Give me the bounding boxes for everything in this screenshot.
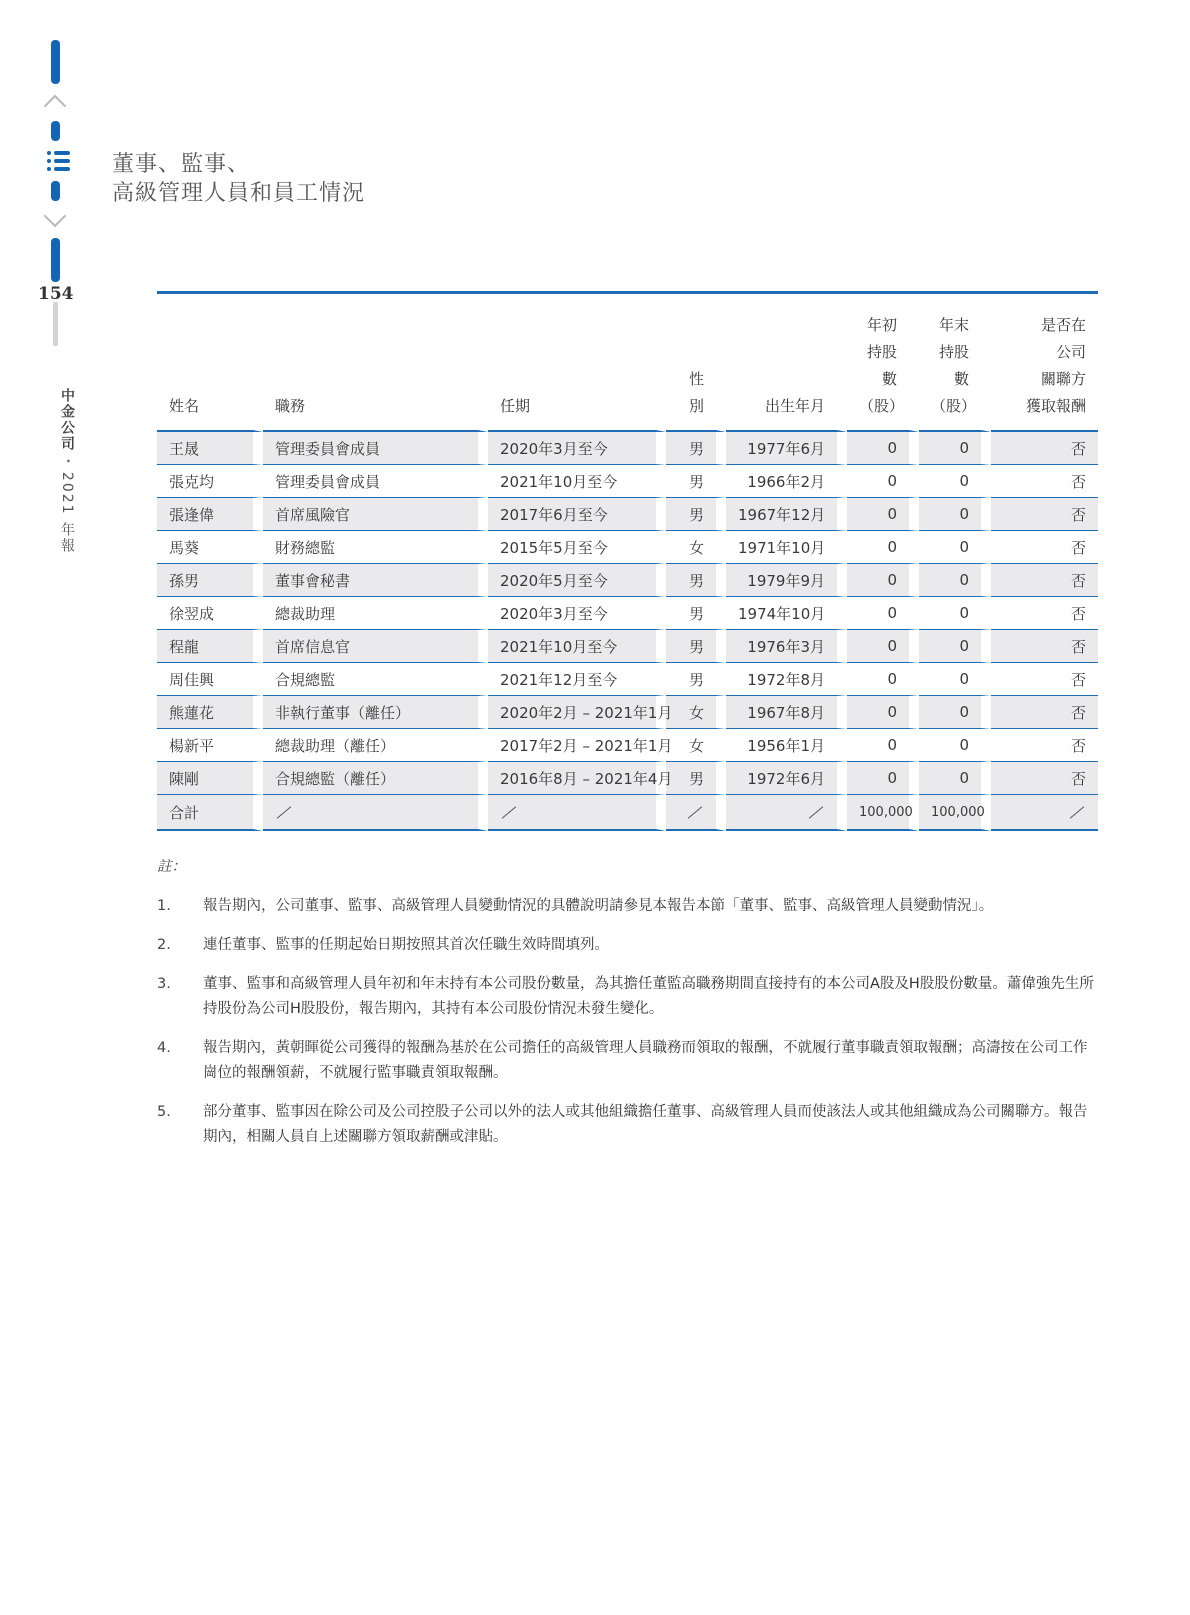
cell-related: 否 — [991, 597, 1098, 630]
note-text: 部分董事、監事因在除公司及公司控股子公司以外的法人或其他組織擔任董事、高級管理人員而使該法人或其他組織成為公司關聯方。報告期內，相關人員自上述關聯方領取薪酬或津貼。 — [203, 1104, 1088, 1145]
total-label: 合計 — [157, 795, 263, 831]
management-table — [157, 291, 1098, 831]
cell-term: 2020年3月至今 — [488, 432, 666, 465]
note-item — [157, 972, 1098, 1022]
cell-name: 張逢偉 — [157, 498, 263, 531]
cell-position: 管理委員會成員 — [263, 432, 488, 465]
cell-gender: 男 — [666, 564, 726, 597]
cell-gender: 男 — [666, 432, 726, 465]
table-row — [157, 432, 1098, 465]
cell-name: 楊新平 — [157, 729, 263, 762]
cell-position: 財務總監 — [263, 531, 488, 564]
cell-related: 否 — [991, 696, 1098, 729]
cell-birth: 1966年2月 — [726, 465, 847, 498]
cell-end: 0 — [919, 498, 991, 531]
table-row — [157, 729, 1098, 762]
nav-divider — [53, 302, 58, 346]
section-title — [112, 150, 365, 208]
cell-position: 首席風險官 — [263, 498, 488, 531]
header-term: 任期 — [488, 294, 666, 432]
cell-birth: 1972年6月 — [726, 762, 847, 795]
total-term-empty — [488, 795, 666, 831]
cell-position: 總裁助理（離任） — [263, 729, 488, 762]
cell-position: 非執行董事（離任） — [263, 696, 488, 729]
cell-position: 管理委員會成員 — [263, 465, 488, 498]
cell-related: 否 — [991, 729, 1098, 762]
note-item — [157, 933, 1098, 958]
header-start-shares: 年初 持股數 （股） — [847, 294, 919, 432]
table-row — [157, 498, 1098, 531]
notes-heading: 註： — [157, 859, 186, 875]
cell-related: 否 — [991, 762, 1098, 795]
cell-term: 2017年2月 – 2021年1月 — [488, 729, 666, 762]
section-title-line-1: 董事、監事、 — [112, 152, 251, 177]
cell-term: 2021年12月至今 — [488, 663, 666, 696]
note-item — [157, 1036, 1098, 1086]
note-number: 2. — [157, 937, 171, 953]
note-number: 4. — [157, 1040, 171, 1056]
total-related-empty — [991, 795, 1098, 831]
cell-birth: 1967年12月 — [726, 498, 847, 531]
cell-position: 董事會秘書 — [263, 564, 488, 597]
cell-term: 2020年2月 – 2021年1月 — [488, 696, 666, 729]
cell-name: 陳剛 — [157, 762, 263, 795]
note-item — [157, 1100, 1098, 1150]
nav-bar-bottom — [51, 238, 60, 282]
cell-start: 0 — [847, 432, 919, 465]
header-name: 姓名 — [157, 294, 263, 432]
note-text: 連任董事、監事的任期起始日期按照其首次任職生效時間填列。 — [203, 937, 609, 953]
cell-related: 否 — [991, 663, 1098, 696]
table-row — [157, 663, 1098, 696]
section-title-line-2: 高級管理人員和員工情況 — [112, 181, 366, 206]
cell-position: 總裁助理 — [263, 597, 488, 630]
cell-end: 0 — [919, 465, 991, 498]
cell-gender: 女 — [666, 531, 726, 564]
notes-list — [157, 894, 1098, 1150]
cell-gender: 男 — [666, 498, 726, 531]
report-label — [57, 388, 77, 554]
cell-start: 0 — [847, 465, 919, 498]
company-name: 中金公司 — [59, 388, 75, 452]
table-row — [157, 762, 1098, 795]
cell-name: 熊蓮花 — [157, 696, 263, 729]
total-birth-empty — [726, 795, 847, 831]
cell-related: 否 — [991, 564, 1098, 597]
header-end-shares: 年末 持股數 （股） — [919, 294, 991, 432]
cell-gender: 男 — [666, 597, 726, 630]
cell-end: 0 — [919, 564, 991, 597]
cell-gender: 男 — [666, 630, 726, 663]
note-text: 董事、監事和高級管理人員年初和年末持有本公司股份數量，為其擔任董監高職務期間直接持有的本公司A股及H股股份數量。蕭偉強先生所持股份為公司H股股份，報告期內，其持有本公司股份情況未發生變化。 — [203, 976, 1094, 1017]
cell-start: 0 — [847, 531, 919, 564]
note-item — [157, 894, 1098, 919]
table-row — [157, 465, 1098, 498]
page-number: 154 — [38, 284, 74, 304]
cell-name: 張克均 — [157, 465, 263, 498]
notes-section — [157, 855, 1098, 1164]
cell-end: 0 — [919, 696, 991, 729]
cell-position: 合規總監 — [263, 663, 488, 696]
cell-name: 程龍 — [157, 630, 263, 663]
note-number: 1. — [157, 898, 171, 914]
nav-bar-top — [51, 40, 60, 84]
cell-gender: 女 — [666, 729, 726, 762]
cell-end: 0 — [919, 630, 991, 663]
cell-term: 2020年5月至今 — [488, 564, 666, 597]
table-row — [157, 630, 1098, 663]
separator-dot: • — [62, 458, 73, 466]
table-total-row — [157, 795, 1098, 831]
cell-end: 0 — [919, 762, 991, 795]
cell-term: 2021年10月至今 — [488, 465, 666, 498]
total-gender-empty — [666, 795, 726, 831]
cell-start: 0 — [847, 498, 919, 531]
note-number: 3. — [157, 976, 171, 992]
table-row — [157, 564, 1098, 597]
cell-term: 2015年5月至今 — [488, 531, 666, 564]
cell-name: 周佳興 — [157, 663, 263, 696]
cell-name: 孫男 — [157, 564, 263, 597]
cell-position: 首席信息官 — [263, 630, 488, 663]
table-header-row — [157, 294, 1098, 432]
cell-end: 0 — [919, 531, 991, 564]
cell-start: 0 — [847, 663, 919, 696]
cell-start: 0 — [847, 729, 919, 762]
cell-term: 2020年3月至今 — [488, 597, 666, 630]
total-end-shares: 100,000 — [919, 795, 991, 831]
cell-birth: 1972年8月 — [726, 663, 847, 696]
cell-term: 2017年6月至今 — [488, 498, 666, 531]
cell-term: 2016年8月 – 2021年4月 — [488, 762, 666, 795]
cell-birth: 1956年1月 — [726, 729, 847, 762]
header-birth: 出生年月 — [726, 294, 847, 432]
cell-end: 0 — [919, 663, 991, 696]
cell-start: 0 — [847, 597, 919, 630]
note-text: 報告期內，黃朝暉從公司獲得的報酬為基於在公司擔任的高級管理人員職務而領取的報酬，不就履行董事職責領取報酬；高濤按在公司工作崗位的報酬領薪，不就履行監事職責領取報酬。 — [203, 1040, 1088, 1081]
cell-birth: 1977年6月 — [726, 432, 847, 465]
menu-icon[interactable] — [47, 150, 71, 172]
cell-birth: 1971年10月 — [726, 531, 847, 564]
nav-bar-segment — [51, 121, 60, 141]
cell-name: 王晟 — [157, 432, 263, 465]
cell-related: 否 — [991, 630, 1098, 663]
table-row — [157, 597, 1098, 630]
cell-end: 0 — [919, 597, 991, 630]
cell-gender: 女 — [666, 696, 726, 729]
cell-start: 0 — [847, 630, 919, 663]
cell-start: 0 — [847, 762, 919, 795]
cell-end: 0 — [919, 729, 991, 762]
total-position-empty — [263, 795, 488, 831]
cell-start: 0 — [847, 696, 919, 729]
cell-related: 否 — [991, 432, 1098, 465]
cell-birth: 1967年8月 — [726, 696, 847, 729]
cell-end: 0 — [919, 432, 991, 465]
cell-birth: 1979年9月 — [726, 564, 847, 597]
note-number: 5. — [157, 1104, 171, 1120]
nav-bar-segment — [51, 181, 60, 201]
cell-position: 合規總監（離任） — [263, 762, 488, 795]
cell-birth: 1976年3月 — [726, 630, 847, 663]
cell-related: 否 — [991, 531, 1098, 564]
header-related-party: 是否在 公司 關聯方 獲取報酬 — [991, 294, 1098, 432]
note-text: 報告期內，公司董事、監事、高級管理人員變動情況的具體說明請參見本報告本節「董事、監事、高級管理人員變動情況」。 — [203, 898, 994, 914]
cell-gender: 男 — [666, 465, 726, 498]
cell-gender: 男 — [666, 663, 726, 696]
cell-gender: 男 — [666, 762, 726, 795]
cell-term: 2021年10月至今 — [488, 630, 666, 663]
cell-related: 否 — [991, 498, 1098, 531]
report-year: 2021 年報 — [59, 471, 75, 554]
cell-name: 徐翌成 — [157, 597, 263, 630]
header-gender: 性別 — [666, 294, 726, 432]
cell-birth: 1974年10月 — [726, 597, 847, 630]
chevron-up-icon[interactable] — [44, 95, 67, 118]
cell-related: 否 — [991, 465, 1098, 498]
total-start-shares: 100,000 — [847, 795, 919, 831]
table-row — [157, 696, 1098, 729]
table-row — [157, 531, 1098, 564]
chevron-down-icon[interactable] — [44, 205, 67, 228]
cell-start: 0 — [847, 564, 919, 597]
header-position: 職務 — [263, 294, 488, 432]
cell-name: 馬葵 — [157, 531, 263, 564]
